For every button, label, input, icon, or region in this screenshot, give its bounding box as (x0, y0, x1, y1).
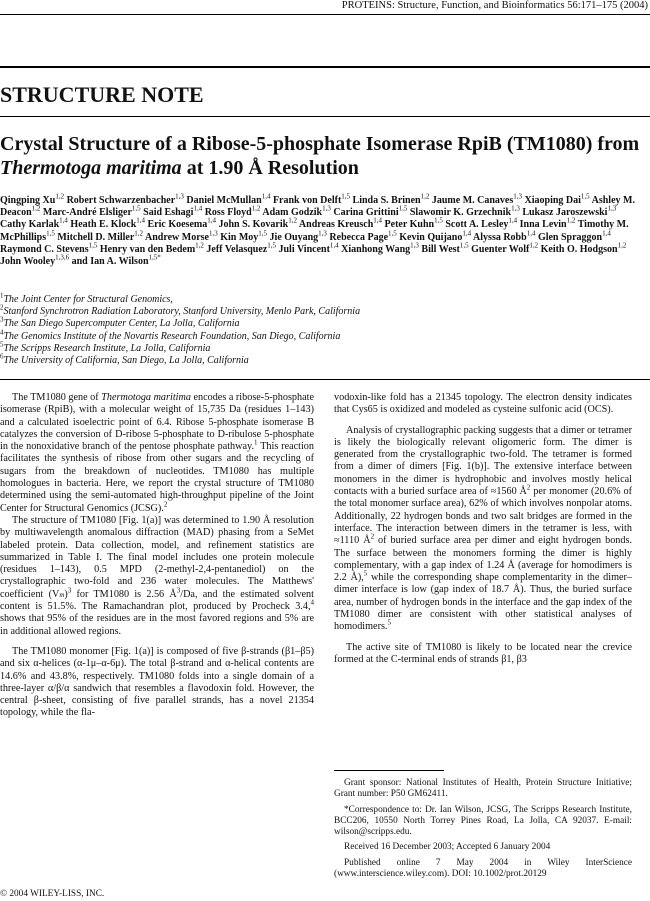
author-name: Kin Moy$^{1,5}$ (220, 229, 268, 243)
affiliation: $^1$The Joint Center for Structural Genomics, (0, 291, 173, 305)
abstract-rule (0, 379, 650, 380)
paragraph-structure: The structure of TM1080 [Fig. 1(a)] was determined to 1.90 Å resolution by multiwavelength anomalous diffraction (MAD) phasing from a SeMet labeled protein. Data collection, model, and refinement statistics are summarized in Table I. The final model includes one protein molecule (residues 1–143), 0.5 MPD (2-methyl-2,4-pentanediol) on the crystallographic two-fold and 236 water molecules. The Matthews' coefficient $(Vm)^3$ for TM1080 is 2.56 $Å^3/Da$, and the estimated solvent content is 51.5%. The Ramachandran plot, produced by Procheck 3.4,$^4$ shows that 95% of the residues are in the most favored regions and 5% are in additional allowed regions. (0, 514, 314, 637)
author-name: Glen Spraggon$^{1,4}$ (537, 229, 611, 243)
footnote-rule (334, 770, 444, 771)
footnote-correspondence: *Correspondence to: Dr. Ian Wilson, JCSG, The Scripps Research Institute, BCC206, 10550 North Torrey Pines Road, La Jolla, CA 92037. E-mail: wilson@scripps.edu. (334, 804, 632, 838)
author-name: Jaume M. Canaves$^{1,3}$ (431, 192, 523, 206)
author-name: Bill West$^{1,5}$ (421, 241, 469, 255)
affiliation: $^2$Stanford Synchrotron Radiation Laboratory, Stanford University, Menlo Park, California (0, 303, 361, 318)
author-name: Inna Levin$^{1,2}$ (519, 217, 576, 231)
author-name: Ross Floyd$^{1,2}$ (204, 204, 261, 219)
author-name: Rebecca Page$^{1,5}$ (329, 229, 397, 243)
author-name: Marc-André Elsliger$^{1,5}$ (42, 204, 141, 219)
left-column (0, 392, 314, 720)
author-name: and Ian A. Wilson$^{1,5*}$ (71, 253, 161, 268)
paragraph-continued: vodoxin-like fold has a 21345 topology. The electron density indicates that Cys65 is oxidized and modeled as cysteine sulfonic acid (OCS). (334, 392, 632, 416)
affiliation: $^4$The Genomics Institute of the Novartis Research Foundation, San Diego, California (0, 328, 341, 342)
journal-header: PROTEINS: Structure, Function, and Bioinformatics 56:171–175 (2004) (341, 0, 648, 11)
author-name: Kevin Quijano$^{1,4}$ (399, 229, 472, 243)
author-name: Slawomir K. Grzechnik$^{1,3}$ (409, 204, 520, 219)
author-name: Henry van den Bedem$^{1,2}$ (99, 241, 204, 255)
section-label: STRUCTURE NOTE (0, 82, 204, 107)
copyright: © 2004 WILEY-LISS, INC. (0, 889, 105, 899)
author-name: Scott A. Lesley$^{1,4}$ (445, 217, 518, 231)
right-column (334, 392, 632, 666)
author-name: Peter Kuhn$^{1,5}$ (384, 217, 443, 231)
author-name: Frank von Delft$^{1,5}$ (272, 192, 351, 206)
paragraph-active-site: The active site of TM1080 is likely to be located near the crevice formed at the C-terminal ends of strands β1, β3 (334, 641, 632, 665)
author-name: Timothy M. McPhillips$^{1,5}$ (0, 219, 629, 243)
author-name: Robert Schwarzenbacher$^{1,3}$ (66, 192, 184, 206)
footnote-published: Published online 7 May 2004 in Wiley InterScience (www.interscience.wiley.com). DOI: 10.1002/prot.20129 (334, 857, 632, 880)
author-name: Jie Ouyang$^{1,3}$ (269, 229, 327, 243)
article-title: Crystal Structure of a Ribose-5-phosphate Isomerase RpiB (TM1080) from Thermotoga maritima at 1.90 Å Resolution (0, 133, 640, 179)
affiliation-list (0, 291, 640, 367)
author-name: Juli Vincent$^{1,4}$ (278, 241, 339, 255)
affiliation: $^3$The San Diego Supercomputer Center, La Jolla, California (0, 316, 240, 330)
footnote-grant: Grant sponsor: National Institutes of Health, Protein Structure Initiative; Grant number: P50 GM62411. (334, 778, 632, 800)
footnotes (334, 778, 632, 884)
title-organism: Thermotoga maritima (0, 157, 182, 179)
author-name: John Wooley$^{1,3,6}$ (0, 253, 70, 268)
author-name: Daniel McMullan$^{1,4}$ (186, 192, 271, 206)
author-name: Ashley M. Deacon$^{1,2}$ (0, 195, 635, 219)
author-name: Alyssa Robb$^{1,4}$ (473, 229, 536, 243)
author-name: Andrew Morse$^{1,3}$ (145, 229, 218, 243)
author-name: Cathy Karlak$^{1,4}$ (0, 217, 68, 231)
author-name: Lukasz Jaroszewski$^{1,3}$ (522, 204, 617, 219)
author-name: Guenter Wolf$^{1,2}$ (471, 241, 539, 255)
author-name: John S. Kovarik$^{1,2}$ (218, 217, 297, 231)
author-name: Mitchell D. Miller$^{1,2}$ (57, 229, 144, 243)
paragraph-packing: Analysis of crystallographic packing suggests that a dimer or tetramer is likely the biologically relevant oligomeric form. The dimer is generated from the crystallographic two-fold. The tetramer is formed from a dimer of dimers [Fig. 1(b)]. The extensive interface between monomers in the dimer is hydrophobic and involves mostly helical contacts with a buried surface area of ≈1560 $Å^2$ per monomer (20.6% of the total monomer surface area), 62% of which involves nonpolar atoms. Additionally, 22 hydrogen bonds and two salt bridges are formed in the interface. The interaction between dimers in the tetramer is less, with ≈1110 $Å^2$ of buried surface area per dimer and eight hydrogen bonds. The surface between the monomers forming the dimer is highly complementary, with a gap index of 1.24 Å (average for homodimers is 2.2 Å),$^5$ while the corresponding shape complementarity in the dimer–dimer interface is low (gap index of 18.7 Å). Thus, the buried surface area, number of hydrogen bonds in the interface and the gap index of the TM1080 dimer are consistent with other statistical analyses of homodimers.$^5$ (334, 424, 633, 633)
affiliation: $^5$The Scripps Research Institute, La Jolla, California (0, 340, 211, 354)
paragraph-intro: The TM1080 gene of Thermotoga maritima encodes a ribose-5-phosphate isomerase (RpiB), with a molecular weight of 15,735 Da (residues 1–143) and a calculated isoelectric point of 6.4. Ribose 5-phosphate isomerase B catalyzes the conversion of D-ribose 5-phosphate to D-ribulose 5-phosphate in the nonoxidative branch of the pentose phosphate pathway.$^1$ This reaction facilitates the synthesis of ribose from other sugars and the recycling of sugars from the breakdown of nucleotides. TM1080 has multiple homologues in bacteria. Here, we report the crystal structure of TM1080 determined using the semi-automated high-throughput pipeline of the Joint Center for Structural Genomics (JCSG).$^2$ (0, 392, 314, 514)
author-name: Eric Koesema$^{1,4}$ (147, 217, 216, 231)
author-name: Linda S. Brinen$^{1,2}$ (352, 192, 430, 206)
author-name: Qingping Xu$^{1,2}$ (0, 192, 65, 206)
author-name: Keith O. Hodgson$^{1,2}$ (540, 241, 627, 255)
author-name: Andreas Kreusch$^{1,4}$ (298, 217, 383, 231)
affiliation: $^6$The University of California, San Diego, La Jolla, California (0, 352, 249, 367)
header-rule (0, 14, 650, 15)
footnote-received: Received 16 December 2003; Accepted 6 January 2004 (344, 842, 551, 853)
author-name: Said Eshagi$^{1,4}$ (143, 204, 203, 219)
author-name: Jeff Velasquez$^{1,5}$ (206, 241, 276, 255)
author-name: Raymond C. Stevens$^{1,5}$ (0, 241, 98, 255)
paragraph-monomer: The TM1080 monomer [Fig. 1(a)] is composed of five β-strands (β1–β5) and six α-helices (α-1μ–α-6μ). The total β-strand and α-helical contents are 14.6% and 43.8%, respectively. TM1080 folds into a single domain of a three-layer α/β/α sandwich that resembles a flavodoxin fold. However, the central β-sheet, consisting of five parallel strands, has a novel 21354 topology, while the fla- (0, 645, 314, 719)
author-name: Carina Grittini$^{1,5}$ (333, 204, 408, 219)
section-rule (0, 66, 650, 68)
author-name: Xianhong Wang$^{1,3}$ (341, 241, 419, 255)
title-rule (0, 116, 650, 117)
author-name: Adam Godzik$^{1,3}$ (262, 204, 331, 219)
author-name: Heath E. Klock$^{1,4}$ (70, 217, 146, 231)
author-list (0, 192, 640, 268)
author-name: Xiaoping Dai$^{1,5}$ (524, 192, 590, 206)
